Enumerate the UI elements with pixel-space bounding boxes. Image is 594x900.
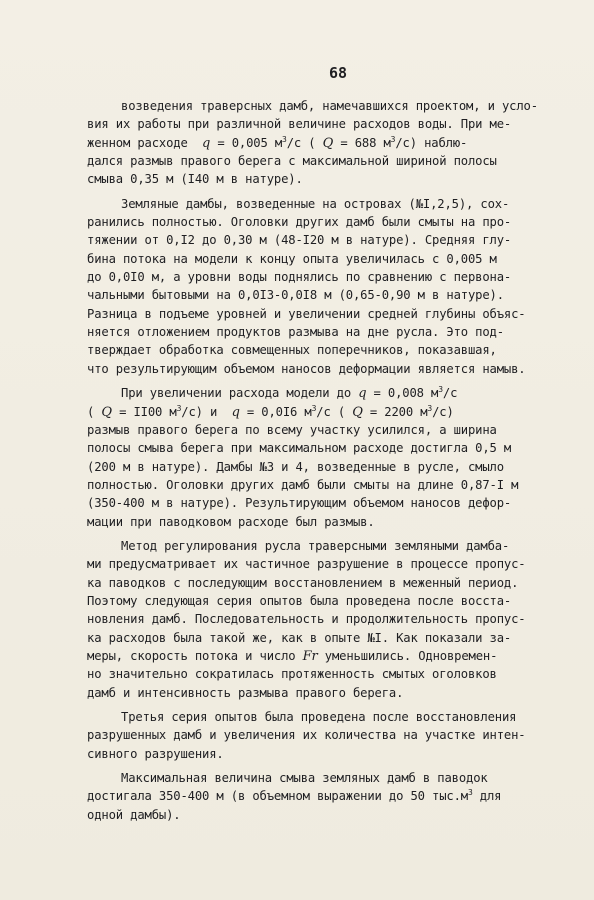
text-line: няется отложением продуктов размыва на дне русла. Это под- bbox=[87, 325, 504, 340]
text-segment: /с) наблю- bbox=[395, 135, 468, 150]
handwritten-symbol: Q bbox=[322, 135, 334, 151]
text-line bbox=[87, 403, 557, 421]
text-segment: /с ( bbox=[286, 135, 323, 150]
text-line: новления дамб. Последовательность и продолжительность пропус- bbox=[87, 612, 526, 627]
text-line: ми предусматривает их частичное разрушение в процессе пропус- bbox=[87, 557, 526, 572]
text-line: Разница в подъеме уровней и увеличении средней глубины объяс- bbox=[87, 306, 526, 321]
text-line: что результирующим объемом наносов деформации является намыв. bbox=[87, 361, 526, 376]
text-line: одной дамбы). bbox=[87, 807, 181, 822]
handwritten-symbol: q bbox=[358, 386, 367, 402]
text-line: Третья серия опытов была проведена после восстановления bbox=[121, 710, 517, 724]
page-number: 68 bbox=[329, 64, 348, 82]
text-line: ранились полностью. Оголовки других дамб были смыты на про- bbox=[87, 215, 512, 230]
handwritten-symbol: q bbox=[202, 135, 211, 151]
text-line: сивного разрушения. bbox=[87, 746, 224, 761]
text-line: Метод регулирования русла траверсными земляными дамба- bbox=[121, 538, 510, 553]
text-line: Максимальная величина смыва земляных дамб в паводок bbox=[121, 771, 488, 786]
text-line: полностью. Оголовки других дамб были смыты на длине 0,87-I м bbox=[87, 477, 519, 492]
text-line: Земляные дамбы, возведенные на островах (№I,2,5), сох- bbox=[121, 196, 510, 211]
text-line bbox=[87, 134, 557, 152]
text-line: тяжении от 0,I2 до 0,30 м (48-I20 м в натуре). Средняя глу- bbox=[87, 233, 512, 248]
text-segment: достигала 350-400 м (в объемном выражении до 50 тыс.м bbox=[87, 789, 468, 804]
text-line: но значительно сократилась протяженность смытых оголовков bbox=[87, 667, 497, 682]
text-line: мации при паводковом расходе был размыв. bbox=[87, 514, 375, 529]
text-segment: меры, скорость потока и число bbox=[87, 648, 303, 663]
text-line: вия их работы при различной величине расходов воды. При ме- bbox=[87, 117, 512, 132]
text-segment: ( bbox=[87, 404, 102, 419]
text-segment: /с) и bbox=[181, 404, 232, 419]
text-line: Поэтому следующая серия опытов была проведена после восста- bbox=[87, 593, 512, 608]
text-line: до 0,0I0 м, а уровни воды поднялись по сравнению с первона- bbox=[87, 270, 512, 285]
text-segment: = 688 м bbox=[333, 135, 391, 150]
superscript: 3 bbox=[311, 403, 317, 413]
text-line bbox=[87, 647, 557, 665]
superscript: 3 bbox=[427, 403, 433, 413]
text-segment: уменьшились. Одновремен- bbox=[317, 648, 498, 663]
handwritten-symbol: Q bbox=[101, 404, 112, 420]
text-line: полосы смыва берега при максимальном расходе достигла 0,5 м bbox=[87, 441, 512, 456]
text-line: бина потока на модели к концу опыта увеличилась с 0,005 м bbox=[87, 251, 497, 266]
text-line bbox=[87, 384, 557, 402]
superscript: 3 bbox=[438, 385, 443, 395]
body-text bbox=[87, 97, 557, 824]
text-line: разрушенных дамб и увеличения их количества на участке интен- bbox=[87, 728, 526, 743]
text-line: чальными бытовыми на 0,0I3-0,0I8 м (0,65-0,90 м в натуре). bbox=[87, 288, 504, 303]
text-segment: для bbox=[472, 789, 502, 804]
superscript: 3 bbox=[176, 403, 182, 413]
text-segment: = 2200 м bbox=[362, 404, 428, 419]
text-segment: женном расходе bbox=[87, 135, 202, 150]
handwritten-symbol: Q bbox=[352, 404, 363, 420]
text-line: дамб и интенсивность размыва правого берега. bbox=[87, 685, 404, 700]
text-line: смыва 0,35 м (I40 м в натуре). bbox=[87, 172, 303, 187]
text-line: (200 м в натуре). Дамбы №3 и 4, возведенные в русле, смыло bbox=[87, 459, 504, 474]
text-segment: = 0,005 м bbox=[210, 135, 283, 150]
text-line: (350-400 м в натуре). Результирующим объемом наносов дефор- bbox=[87, 496, 512, 511]
superscript: 3 bbox=[467, 788, 473, 798]
text-line bbox=[87, 787, 557, 805]
handwritten-symbol: Fr bbox=[302, 648, 318, 664]
text-line: ка расходов была такой же, как в опыте №I. Как показали за- bbox=[87, 630, 512, 645]
text-line: дался размыв правого берега с максимальной шириной полосы bbox=[87, 154, 497, 169]
handwritten-symbol: q bbox=[231, 404, 240, 420]
text-segment: /с bbox=[442, 386, 458, 401]
text-segment: /с) bbox=[432, 404, 454, 419]
text-segment: При увеличении расхода модели до bbox=[121, 386, 359, 401]
text-segment: = 0,0I6 м bbox=[239, 404, 312, 419]
text-line: ка паводков с последующим восстановлением в меженный период. bbox=[87, 575, 519, 590]
superscript: 3 bbox=[282, 134, 287, 144]
text-segment: /с ( bbox=[316, 404, 353, 419]
text-line: возведения траверсных дамб, намечавшихся проектом, и усло- bbox=[121, 99, 538, 113]
text-line: размыв правого берега по всему участку усилился, а ширина bbox=[87, 422, 497, 437]
text-segment: = II00 м bbox=[111, 404, 177, 419]
text-line: тверждает обработка совмещенных поперечников, показавшая, bbox=[87, 343, 497, 358]
superscript: 3 bbox=[390, 134, 396, 144]
text-segment: = 0,008 м bbox=[366, 386, 439, 401]
